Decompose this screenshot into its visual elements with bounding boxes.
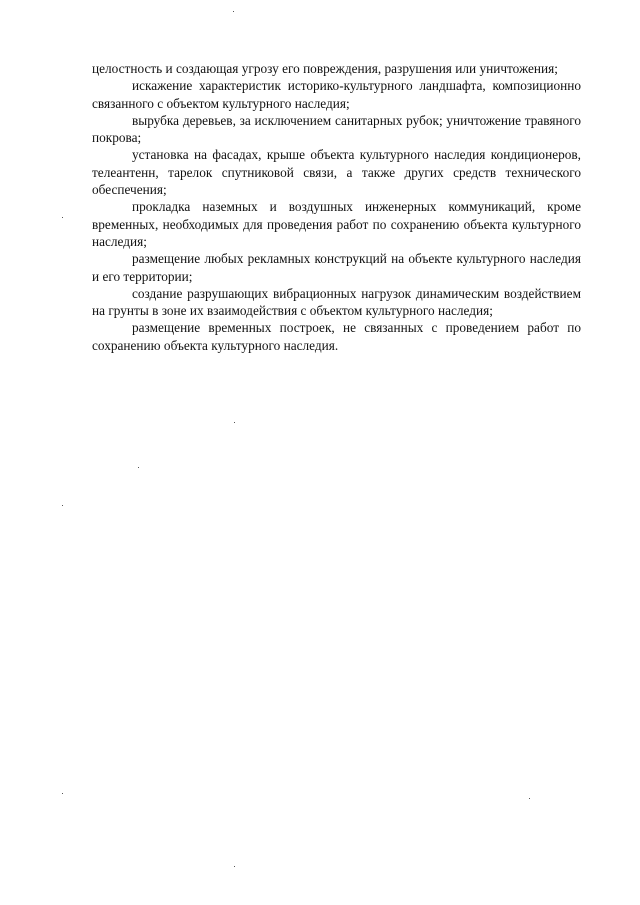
scan-speck bbox=[233, 11, 234, 12]
paragraph-8: размещение временных построек, не связанных с проведением работ по сохранению объекта культурного наследия. bbox=[92, 320, 581, 353]
paragraph-5: прокладка наземных и воздушных инженерных коммуникаций, кроме временных, необходимых для проведения работ по сохранению объекта культурного наследия; bbox=[92, 199, 581, 249]
scan-speck bbox=[234, 422, 235, 423]
paragraph-3: вырубка деревьев, за исключением санитарных рубок; уничтожение травяного покрова; bbox=[92, 112, 581, 146]
paragraph-4: установка на фасадах, крыше объекта культурного наследия кондиционеров, телеантенн, тарелок спутниковой связи, а также других средств технического обеспечения; bbox=[92, 147, 581, 198]
scan-speck bbox=[138, 467, 139, 468]
paragraph-2: искажение характеристик историко-культурного ландшафта, композиционно связанного с объектом культурного наследия; bbox=[92, 78, 581, 111]
paragraph-1: целостность и создающая угрозу его повреждения, разрушения или уничтожения; bbox=[92, 61, 558, 76]
paragraph-6: размещение любых рекламных конструкций на объекте культурного наследия и его территории; bbox=[92, 251, 581, 284]
scan-speck bbox=[62, 505, 63, 506]
document-body bbox=[92, 60, 581, 354]
scan-speck bbox=[62, 793, 63, 794]
scan-speck bbox=[234, 866, 235, 867]
scan-speck bbox=[529, 798, 530, 799]
paragraph-7: создание разрушающих вибрационных нагрузок динамическим воздействием на грунты в зоне их взаимодействия с объектом культурного наследия; bbox=[92, 285, 581, 319]
scan-speck bbox=[62, 217, 63, 218]
